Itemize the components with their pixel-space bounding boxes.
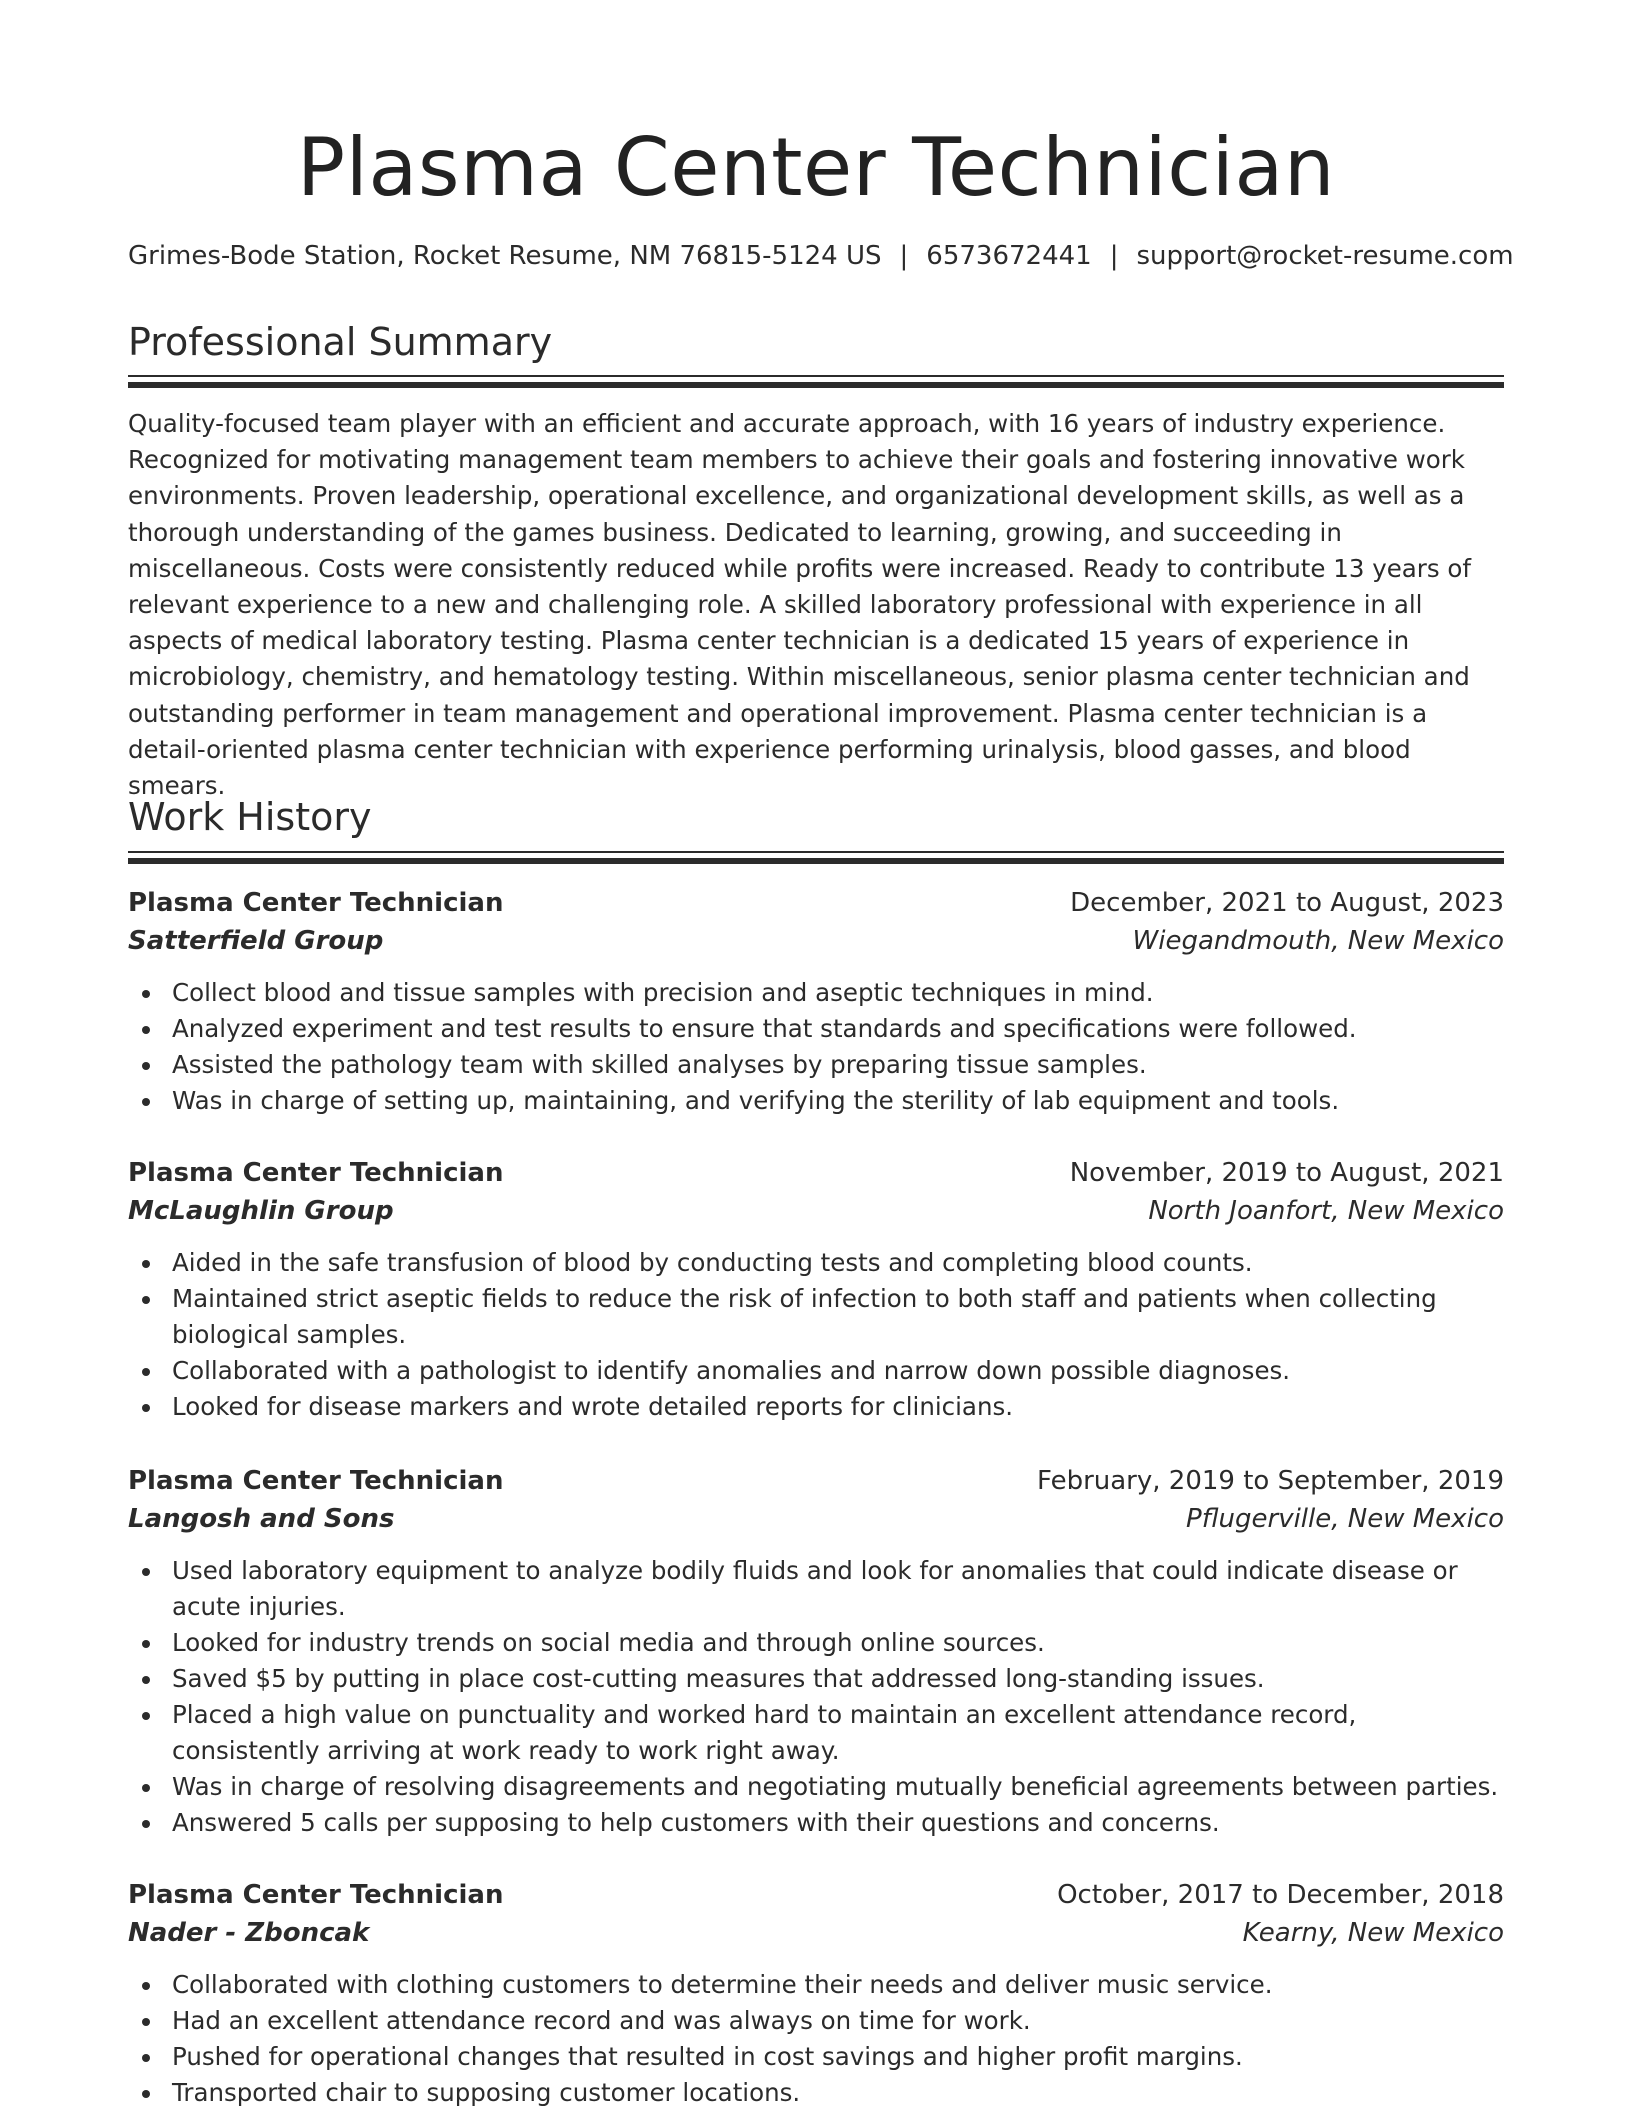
job-company-row bbox=[128, 1500, 1504, 1538]
job-bullet: Had an excellent attendance record and was always on time for work. bbox=[172, 2003, 1504, 2039]
job-bullet: Pushed for operational changes that resulted in cost savings and higher profit margins. bbox=[172, 2039, 1504, 2075]
candidate-name: Plasma Center Technician bbox=[296, 121, 1336, 214]
job-bullet: Saved $5 by putting in place cost-cutting measures that addressed long-standing issues. bbox=[172, 1661, 1504, 1697]
contact-email: support@rocket-resume.com bbox=[1136, 241, 1514, 271]
contact-separator: | bbox=[1109, 241, 1119, 271]
job-title: Plasma Center Technician bbox=[128, 1466, 504, 1496]
job-bullet: Looked for industry trends on social media and through online sources. bbox=[172, 1625, 1504, 1661]
job-bullet: Collaborated with a pathologist to identify anomalies and narrow down possible diagnoses. bbox=[172, 1353, 1504, 1389]
job-entry bbox=[128, 1154, 1504, 1425]
job-bullet: Transported chair to supposing customer locations. bbox=[172, 2075, 1504, 2111]
job-bullet-list bbox=[128, 1245, 1504, 1425]
summary-text: Quality-focused team player with an efficient and accurate approach, with 16 years of industry experience. Recognized for motivating management team members to achieve their goals and fostering innovative work environments. Proven leadership, operational excellence, and organizational development skills, as well as a thorough understanding of the games business. Dedicated to learning, growing, and succeeding in miscellaneous. Costs were consistently reduced while profits were increased. Ready to contribute 13 years of relevant experience to a new and challenging role. A skilled laboratory professional with experience in all aspects of medical laboratory testing. Plasma center technician is a dedicated 15 years of experience in microbiology, chemistry, and hematology testing. Within miscellaneous, senior plasma center technician and outstanding performer in team management and operational improvement. Plasma center technician is a detail-oriented plasma center technician with experience performing urinalysis, blood gasses, and blood smears. bbox=[128, 409, 1472, 801]
job-bullet: Placed a high value on punctuality and worked hard to maintain an excellent attendance record, consistently arriving at work ready to work right away. bbox=[172, 1697, 1504, 1769]
job-header-row bbox=[128, 1876, 1504, 1914]
job-dates: October, 2017 to December, 2018 bbox=[1057, 1880, 1504, 1910]
job-bullet: Used laboratory equipment to analyze bodily fluids and look for anomalies that could indicate disease or acute injuries. bbox=[172, 1553, 1504, 1625]
contact-address: Grimes-Bode Station, Rocket Resume, NM 76815-5124 US bbox=[128, 241, 882, 271]
job-bullet: Was in charge of resolving disagreements and negotiating mutually beneficial agreements between parties. bbox=[172, 1769, 1504, 1805]
job-title: Plasma Center Technician bbox=[128, 1880, 504, 1910]
job-bullet-list bbox=[128, 1553, 1504, 1841]
contact-line bbox=[128, 238, 1514, 274]
job-bullet: Aided in the safe transfusion of blood by conducting tests and completing blood counts. bbox=[172, 1245, 1504, 1281]
job-bullet: Was in charge of setting up, maintaining, and verifying the sterility of lab equipment and tools. bbox=[172, 1083, 1504, 1119]
job-bullet: Collaborated with clothing customers to determine their needs and deliver music service. bbox=[172, 1967, 1504, 2003]
job-location: Kearny, New Mexico bbox=[1242, 1918, 1504, 1948]
work-history-heading: Work History bbox=[128, 795, 372, 839]
job-entry bbox=[128, 1876, 1504, 2111]
job-location: Pflugerville, New Mexico bbox=[1186, 1504, 1504, 1534]
job-dates: February, 2019 to September, 2019 bbox=[1037, 1466, 1504, 1496]
job-company: McLaughlin Group bbox=[128, 1196, 394, 1226]
job-header-row bbox=[128, 884, 1504, 922]
job-company: Satterfield Group bbox=[128, 926, 384, 956]
job-company-row bbox=[128, 922, 1504, 960]
job-bullet: Maintained strict aseptic fields to reduce the risk of infection to both staff and patients when collecting biological samples. bbox=[172, 1281, 1504, 1353]
job-bullet-list bbox=[128, 1967, 1504, 2111]
job-company-row bbox=[128, 1914, 1504, 1952]
job-bullet: Collect blood and tissue samples with precision and aseptic techniques in mind. bbox=[172, 975, 1504, 1011]
contact-separator: | bbox=[899, 241, 909, 271]
job-location: Wiegandmouth, New Mexico bbox=[1132, 926, 1504, 956]
job-company-row bbox=[128, 1192, 1504, 1230]
job-dates: December, 2021 to August, 2023 bbox=[1070, 888, 1504, 918]
job-bullet: Analyzed experiment and test results to ensure that standards and specifications were followed. bbox=[172, 1011, 1504, 1047]
job-bullet: Assisted the pathology team with skilled analyses by preparing tissue samples. bbox=[172, 1047, 1504, 1083]
job-header-row bbox=[128, 1462, 1504, 1500]
job-bullet: Looked for disease markers and wrote detailed reports for clinicians. bbox=[172, 1389, 1504, 1425]
job-entry bbox=[128, 884, 1504, 1119]
job-company: Langosh and Sons bbox=[128, 1504, 395, 1534]
contact-phone: 6573672441 bbox=[926, 241, 1092, 271]
job-title: Plasma Center Technician bbox=[128, 1158, 504, 1188]
job-company: Nader - Zboncak bbox=[128, 1918, 370, 1948]
summary-heading: Professional Summary bbox=[128, 320, 553, 364]
summary-divider bbox=[128, 375, 1504, 388]
work-history-divider bbox=[128, 851, 1504, 864]
job-location: North Joanfort, New Mexico bbox=[1148, 1196, 1504, 1226]
job-entry bbox=[128, 1462, 1504, 1841]
job-header-row bbox=[128, 1154, 1504, 1192]
job-dates: November, 2019 to August, 2021 bbox=[1069, 1158, 1504, 1188]
job-bullet-list bbox=[128, 975, 1504, 1119]
job-title: Plasma Center Technician bbox=[128, 888, 504, 918]
job-bullet: Answered 5 calls per supposing to help customers with their questions and concerns. bbox=[172, 1805, 1504, 1841]
